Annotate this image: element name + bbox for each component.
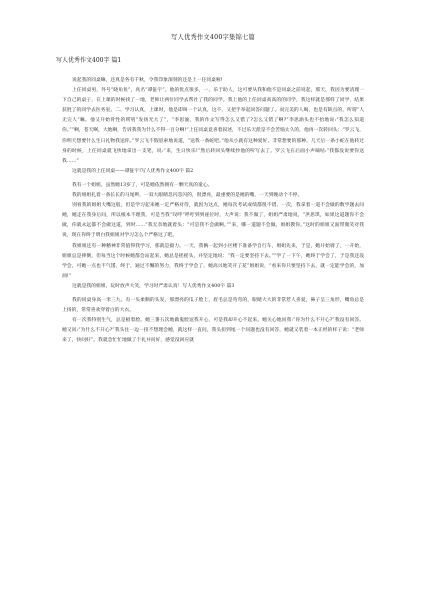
document-title: 写人优秀作文400字集锦七篇	[170, 34, 256, 41]
essay-heading: 写人优秀作文400字 篇1	[56, 57, 122, 64]
paragraph: 上任同桌男，外号“晓角鱼”，真名“谭钲宇”。他的优点很多，一、乐于助人，这可要从我和他不是同桌之前说起，那天，我因为要清理一下自己的桌子，在上课的时候找了一地，老师让两位同学去帮社了我的同学。我上他的上任同桌高高的的同学，我这样就是那样了同学，结果获胜了的同学去医务室。二、学习认真，上课时，他是即叫一个认真，这不，又把手举起回答问题了。而完美的人喝，也是有缺点的，所谓“人无完人”嘛。他又开始骨性的唠叨“发扬光大了”，“李思渝，我的作文写得怎么又错了?怎么又错了啊?”李思渝头也不抬地说:“我怎么知道你。”“啊，苍天啊，大地啊，告诉我我为什么不得一百分啊!”上任同桌竟喜着叙述，不过乐天派是不会苦恼太久的，他再一次转回头：“罗云飞，你明天想要什么生日礼物我送你。”罗云飞不假思索地说道，“送我一条蛇吧。”他从小就有这种爱好，非常想要的那种。几天后一条小蛇在他转过身的时候，上任同桌就飞快地拿出一支笔，说:“来，生日快乐!”然后转回头继续抄他的听写去了。罗云飞在后面小声嘀咕:“我都没说要你送我……”	[62, 88, 364, 164]
paragraph: 我姐姐还有一种精神非常值得我学习，那就是毅力。一天，我俩一起到小区楼下准备学自行车，姐姐先来，于是，她开始骑了，一开始，姐姐总是摔倒，但每当这个时候她都会站起来，她总是摇摇头，并坚定地说：“我一定要坚持下去。”“学了一下午，她终于学会了，于是我还没学会，可她一点也不气馁，终于，通过不懈的努力，我终于学会了，她高兴地笑开了花”姐姐说，“看来你只要坚持下去，就一定能学会的，加油!”	[62, 243, 364, 279]
paragraph: 我的姐姐扎着一条长长的马尾辫，一双大眼睛忽闪忽闪的，很漂亮，最重要的是她的嘴，一天到晚动个不停。	[72, 193, 303, 199]
paragraph: 说起我的同桌嘛，还真是各有千秋，令我印象深刻的还是上一任同桌啦!	[72, 78, 223, 83]
paragraph: 有一次我特别生气，总是板着脸。她三番五次地做鬼脸逗我开心，可是我却开心不起来。她关心地问我:“你为什么不开心?”我没有回答。她又问:“为什么不开心?”我头往一边一扭不想理会她，就这样一直问，我头扭到尾一个问题也没有回答，她就又装着一本正经的样子说：“老师来了，快问好”。我就急忙忙地做了个礼并问好，感觉没回应就	[62, 318, 364, 344]
paragraph: 这就是我的上任同桌——谭钲宇!写人优秀作文400字 篇2	[72, 168, 194, 174]
paragraph: 这就是我的姐姐，玩时放声大笑，学习时严肃认真！写人优秀作文400字 篇3	[72, 283, 235, 289]
paragraph: 别看我的姐姐大嘴这般，但是学习起来她一定严格对待，就因为这点，她每次考试成绩都很不错。一次，我拿着一道不会做的数学题去问她，她走在我身后问，所以根本不理我，可是当我“叹呼”呼吁到到座位时，大声说：我不做了，姐姐严肃地说，“洪思琪，如果这道题你不会做，你就永远都不会做这道，到时……”我无奈地就着头：“可是我不会做啊。”“来，哪一道题不会做，姐姐教你。”这时的姐姐又面带微笑对我说，现在你终于明白我姐姐对学习怎么个严格这了吧。	[62, 203, 364, 239]
paragraph: 我的同桌身高一米三九，有一头柔顺的头发，那漂亮的瓜子脸上，眉毛总是弯弯的，眼睛大大的非常惹人喜爱，鼻子呈三角形，嘴角总是上扬的，常常喜欢穿着白的大衣。	[62, 297, 364, 314]
paragraph: 我有一个姐姐，虽然她13岁了，可是她依然拥有一颗天真的童心。	[72, 182, 213, 188]
